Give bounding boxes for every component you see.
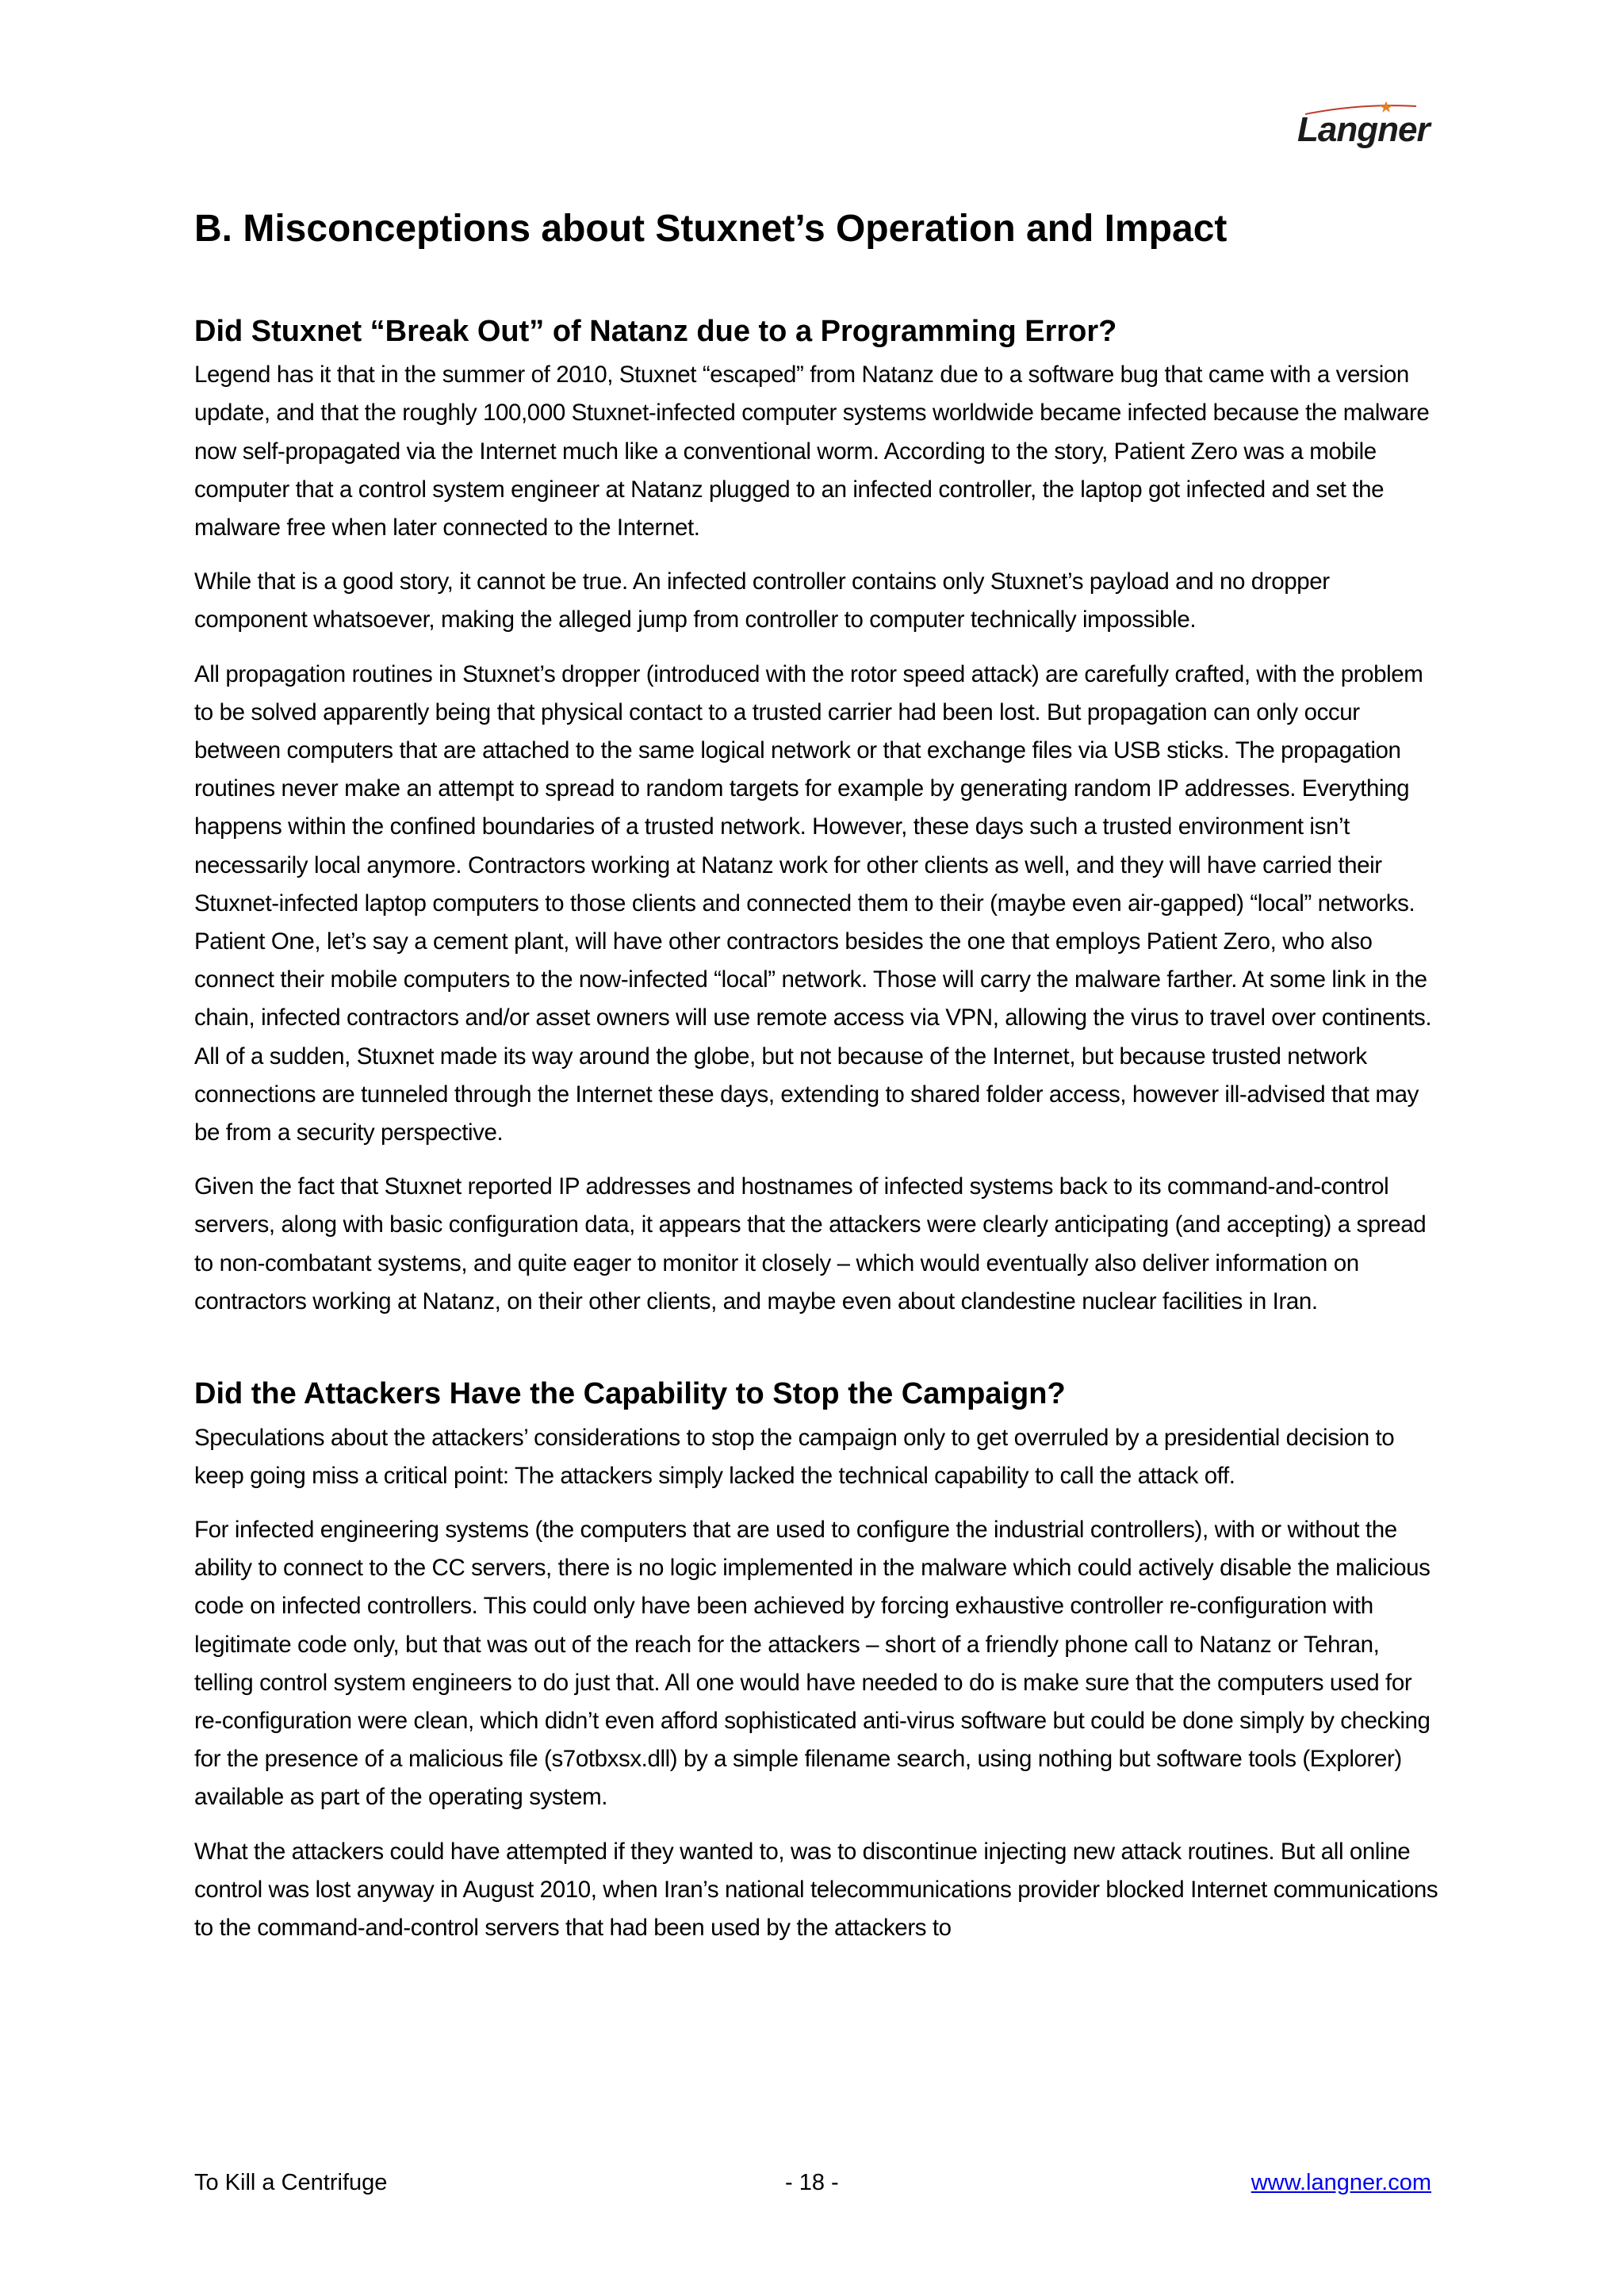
- paragraph: What the attackers could have attempted if they wanted to, was to discontinue injecting new attack routines. But all online control was lost anyway in August 2010, when Iran’s national telecommunications provider blocked Internet communications to the command-and-control servers that had been used by the attackers to: [194, 1838, 1438, 1942]
- section-heading: Did the Attackers Have the Capability to Stop the Campaign?: [194, 1377, 1066, 1411]
- paragraph: All propagation routines in Stuxnet’s dropper (introduced with the rotor speed attack) are carefully crafted, with the problem to be solved apparently being that physical contact to a trusted carrier had been lost. But propagation can only occur between computers that are attached to the same logical network or that exchange files via USB sticks. The propagation routines never make an attempt to spread to random targets for example by generating random IP addresses. Everything happens within the confined boundaries of a trusted network. However, these days such a trusted environment isn’t necessarily local anymore. Contractors working at Natanz work for other clients as well, and they will have carried their Stuxnet-infected laptop computers to those clients and connected them to their (maybe even air-gapped) “local” networks. Patient One, let’s say a cement plant, will have other contractors besides the one that employs Patient Zero, who also connect their mobile computers to the now-infected “local” network. Those will carry the malware farther. At some link in the chain, infected contractors and/or asset owners will use remote access via VPN, allowing the virus to travel over continents. All of a sudden, Stuxnet made its way around the globe, but not because of the Internet, but because trusted network connections are tunneled through the Internet these days, extending to shared folder access, however ill-advised that may be from a security perspective.: [194, 660, 1432, 1146]
- paragraph: While that is a good story, it cannot be true. An infected controller contains only Stuxnet’s payload and no dropper component whatsoever, making the alleged jump from controller to computer technically impossible.: [194, 568, 1330, 633]
- page-title: B. Misconceptions about Stuxnet’s Operation and Impact: [194, 208, 1228, 250]
- paragraph: Given the fact that Stuxnet reported IP addresses and hostnames of infected systems back to its command-and-control servers, along with basic configuration data, it appears that the attackers were clearly anticipating (and accepting) a spread to non-combatant systems, and quite eager to monitor it closely – which would eventually also deliver information on contractors working at Natanz, on their other clients, and maybe even about clandestine nuclear facilities in Iran.: [194, 1173, 1427, 1314]
- paragraph: For infected engineering systems (the computers that are used to configure the industrial controllers), with or without the ability to connect to the CC servers, there is no logic implemented in the malware which could actively disable the malicious code on infected controllers. This could only have been achieved by forcing exhaustive controller re-configuration with legitimate code only, but that was out of the reach for the attackers – short of a friendly phone call to Natanz or Tehran, telling control system engineers to do just that. All one would have needed to do is make sure that the computers used for re-configuration were clean, which didn’t even afford sophisticated anti-virus software but could be done simply by checking for the presence of a malicious file (s7otbxsx.dll) by a simple filename search, using nothing but software tools (Explorer) available as part of the operating system.: [194, 1517, 1431, 1811]
- paragraph: Speculations about the attackers’ considerations to stop the campaign only to get overruled by a presidential decision to keep going miss a critical point: The attackers simply lacked the technical capability to call the attack off.: [194, 1424, 1395, 1489]
- section-break-out: [194, 314, 1439, 1321]
- logo-text: Langner: [1297, 110, 1430, 149]
- langner-logo: [1297, 101, 1437, 157]
- footer-document-title: To Kill a Centrifuge: [194, 2170, 388, 2195]
- section-stop-campaign: [194, 1376, 1439, 1947]
- paragraph: Legend has it that in the summer of 2010, Stuxnet “escaped” from Natanz due to a software bug that came with a version update, and that the roughly 100,000 Stuxnet-infected computer systems worldwide became infected because the malware now self-propagated via the Internet much like a conventional worm. According to the story, Patient Zero was a mobile computer that a control system engineer at Natanz plugged to an infected controller, the laptop got infected and set the malware free when later connected to the Internet.: [194, 362, 1430, 541]
- main-content: [194, 206, 1439, 1963]
- section-heading: Did Stuxnet “Break Out” of Natanz due to a Programming Error?: [194, 314, 1117, 348]
- footer-page-number: - 18 -: [785, 2170, 839, 2195]
- page-footer: [194, 2170, 1431, 2202]
- footer-website-link[interactable]: www.langner.com: [1251, 2170, 1431, 2195]
